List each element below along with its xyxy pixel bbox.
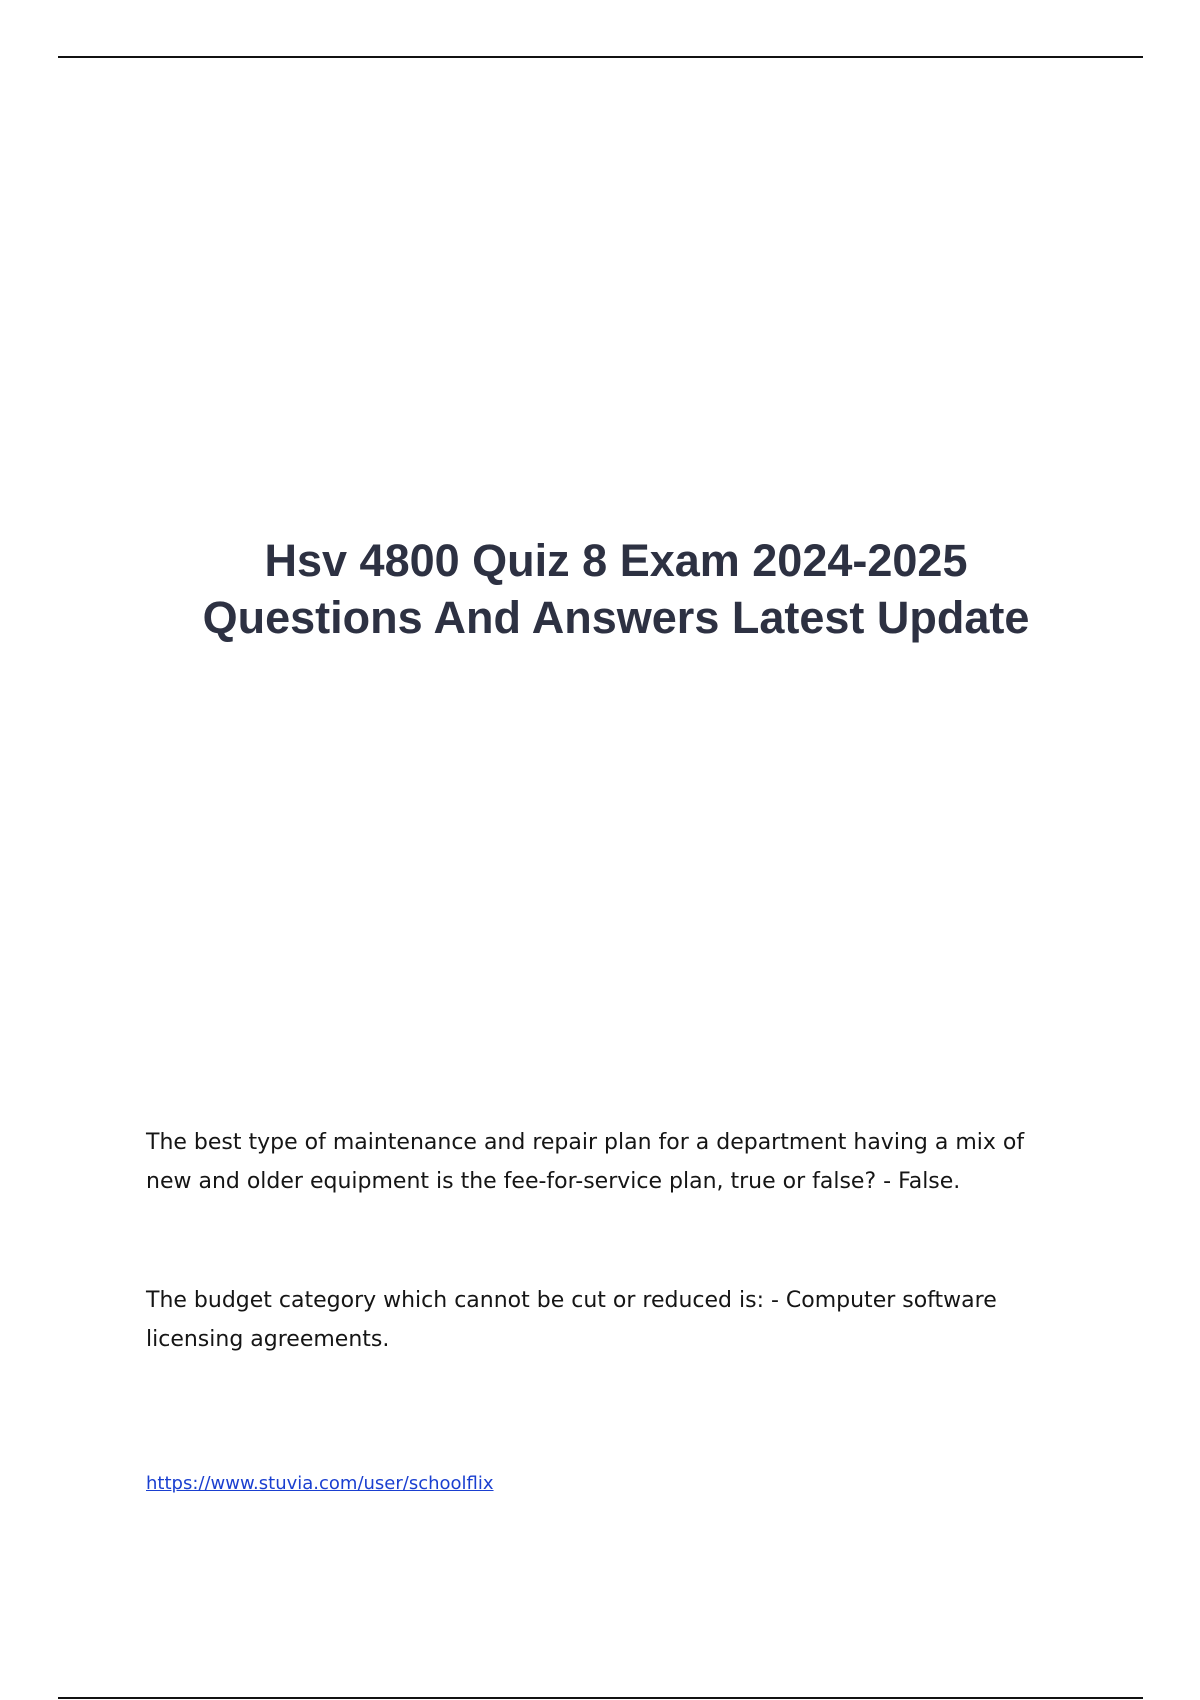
footer-rule (58, 1697, 1143, 1699)
qa-item-2-line-1: The budget category which cannot be cut or reduced is: - Computer software (146, 1288, 997, 1313)
header-rule (58, 56, 1143, 58)
document-title (0, 532, 1200, 646)
title-line-1: Hsv 4800 Quiz 8 Exam 2024-2025 (264, 535, 968, 586)
qa-item-1-line-2: new and older equipment is the fee-for-service plan, true or false? - False. (146, 1169, 961, 1194)
qa-item-1 (146, 1123, 1066, 1201)
title-line-2: Questions And Answers Latest Update (202, 592, 1030, 643)
qa-item-2 (146, 1281, 1066, 1359)
qa-item-1-line-1: The best type of maintenance and repair plan for a department having a mix of (146, 1130, 1025, 1155)
author-profile-link[interactable]: https://www.stuvia.com/user/schoolflix (146, 1473, 494, 1494)
qa-item-2-line-2: licensing agreements. (146, 1327, 390, 1352)
